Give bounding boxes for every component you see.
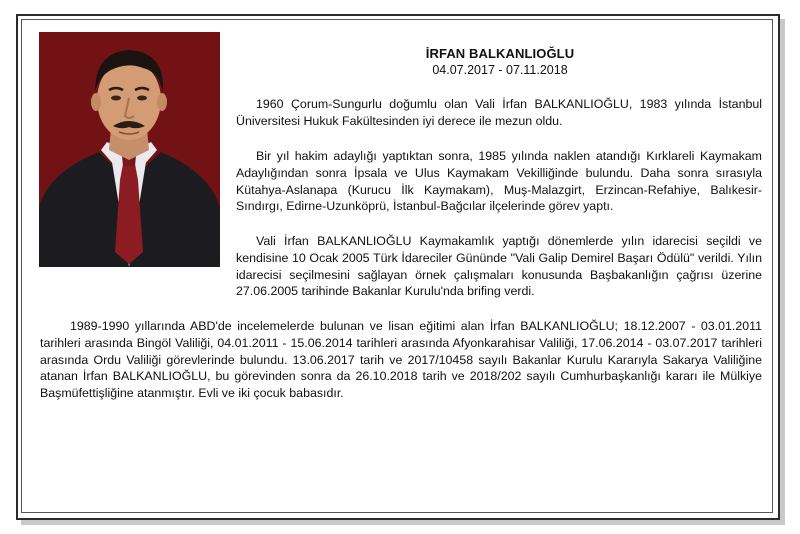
- title-block: [300, 46, 700, 77]
- bio-paragraph-4-text: 1989-1990 yıllarında ABD'de incelemelerde bulunan ve lisan eğitimi alan İrfan BALKANLIOĞLU; 18.12.2007 - 03.01.2011 tarihleri arasında Bingöl Valiliği, 04.01.2011 - 15.06.2014 tarihleri arasında Afyonkarahisar Valiliği, 17.06.2014 - 03.07.2017 tarihleri arasında Ordu Valiliği görevlerinde bulundu. 13.06.2017 tarih ve 2017/10458 sayılı Bakanlar Kurulu Kararıyla Sakarya Valiliğine atanan İrfan BALKANLIOĞLU, bu görevinden sonra da 26.10.2018 tarih ve 2018/202 sayılı Cumhurbaşkanlığı kararı ile Mülkiye Başmüfettişliğine atanmıştır. Evli ve iki çocuk babasıdır.: [40, 319, 762, 401]
- bio-paragraph-2: [236, 148, 762, 215]
- bio-paragraph-4: [40, 318, 762, 402]
- person-name: İRFAN BALKANLIOĞLU: [425, 46, 575, 61]
- portrait-photo: [39, 32, 220, 267]
- bio-paragraph-2-text: Bir yıl hakim adaylığı yaptıktan sonra, 1985 yılında naklen atandığı Kırklareli Kaymakam Adaylığından sonra İpsala ve Ulus Kaymakam Vekilliğinde bulundu. Daha sonra sırasıyla Kütahya-Aslanapa (Kurucu İlk Kaymakam), Muş-Malazgirt, Erzincan-Refahiye, Balıkesir-Sındırgı, Edirne-Uzunköprü, İstanbul-Bağcılar ilçelerinde görev yaptı.: [236, 149, 762, 214]
- bio-paragraph-1: [236, 96, 762, 130]
- term-dates: 04.07.2017 - 07.11.2018: [432, 63, 568, 77]
- bio-paragraph-3-text: Vali İrfan BALKANLIOĞLU Kaymakamlık yaptığı dönemlerde yılın idarecisi seçildi ve kendisine 10 Ocak 2005 Türk İdareciler Gününde "Vali Galip Demirel Başarı Ödülü" verildi. Yılın idarecisi seçilmesini sağlayan örnek çalışmaları konusunda Başbakanlığın çağrısı üzerine 27.06.2005 tarihinde Bakanlar Kurulu'nda brifing verdi.: [236, 234, 762, 299]
- bio-paragraph-3: [236, 233, 762, 300]
- bio-paragraph-1-text: 1960 Çorum-Sungurlu doğumlu olan Vali İrfan BALKANLIOĞLU, 1983 yılında İstanbul Üniversitesi Hukuk Fakültesinden iyi derece ile mezun oldu.: [236, 97, 762, 128]
